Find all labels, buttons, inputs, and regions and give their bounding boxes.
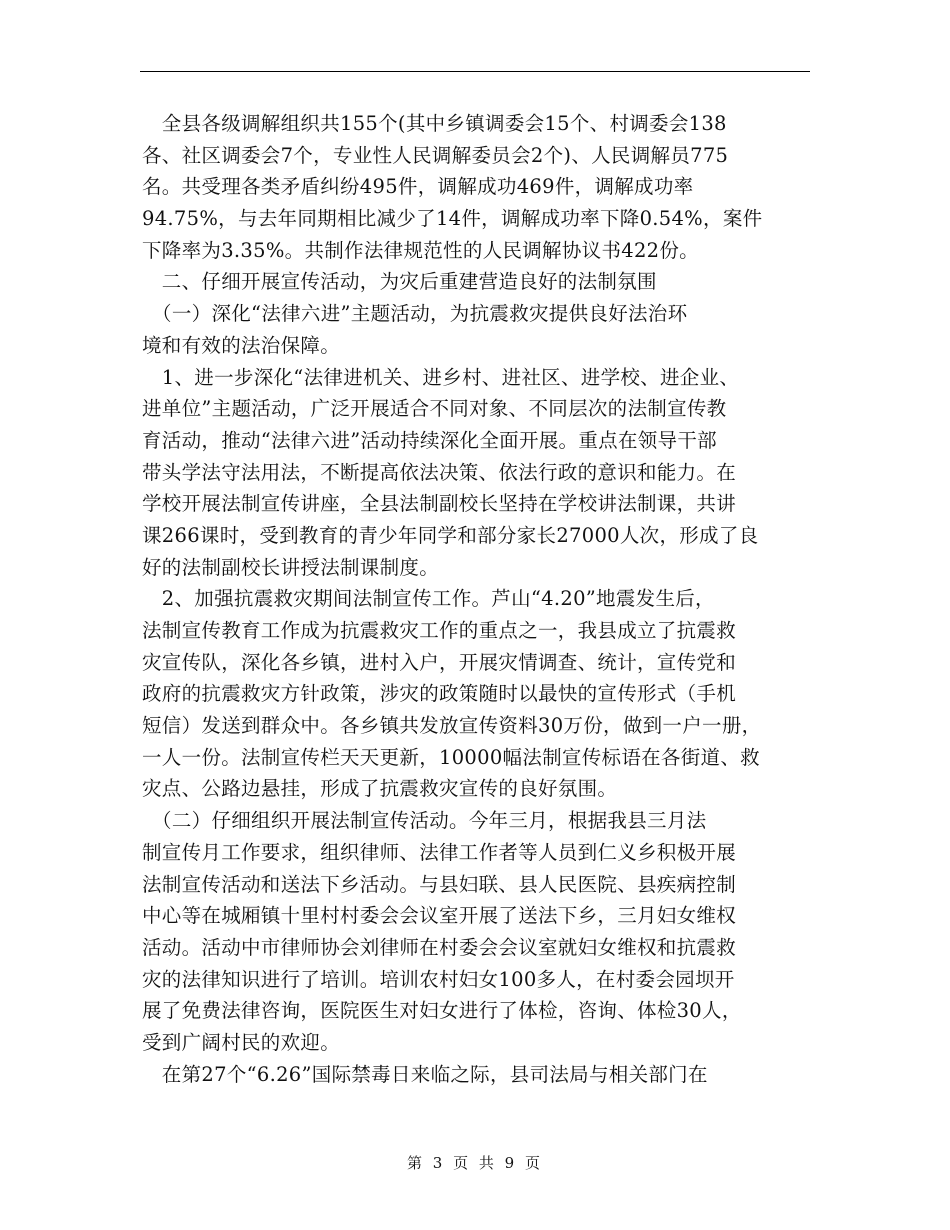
text-line: 94.75%，与去年同期相比减少了14件，调解成功率下降0.54%，案件 [142,207,763,231]
text-line: 境和有效的法治保障。 [142,333,341,357]
text-line: （二）仔细组织开展法制宣传活动。今年三月，根据我县三月法 [142,809,707,833]
text-line: 灾的法律知识进行了培训。培训农村妇女100多人，在村委会园坝开 [142,967,735,991]
text-line: 灾宣传队，深化各乡镇，进村入户，开展灾情调查、统计，宣传党和 [142,650,737,674]
text-line: 制宣传月工作要求，组织律师、法律工作者等人员到仁义乡积极开展 [142,840,737,864]
text-line: 带头学法守法用法，不断提高依法决策、依法行政的意识和能力。在 [142,460,737,484]
text-line: 课266课时，受到教育的青少年同学和部分家长27000人次，形成了良 [142,523,759,547]
text-line: 各、社区调委会7个，专业性人民调解委员会2个)、人民调解员775 [142,143,729,167]
text-line: 进单位”主题活动，广泛开展适合不同对象、不同层次的法制宣传教 [142,397,727,421]
text-line: 育活动，推动“法律六进”活动持续深化全面开展。重点在领导干部 [142,428,717,452]
text-line: 一人一份。法制宣传栏天天更新，10000幅法制宣传标语在各街道、救 [142,745,760,769]
text-line: 学校开展法制宣传讲座，全县法制副校长坚持在学校讲法制课，共讲 [142,492,737,516]
text-line: 在第27个“6.26”国际禁毒日来临之际，县司法局与相关部门在 [142,1062,708,1086]
text-line: （一）深化“法律六进”主题活动，为抗震救灾提供良好法治环 [142,302,688,326]
text-line: 灾点、公路边悬挂，形成了抗震救灾宣传的良好氛围。 [142,777,618,801]
text-line: 展了免费法律咨询，医院医生对妇女进行了体检，咨询、体检30人， [142,999,742,1023]
body-text [142,108,822,1090]
text-line: 中心等在城厢镇十里村村委会会议室开展了送法下乡，三月妇女维权 [142,904,737,928]
text-line: 下降率为3.35%。共制作法律规范性的人民调解协议书422份。 [142,238,699,262]
text-line: 名。共受理各类矛盾纠纷495件，调解成功469件，调解成功率 [142,175,694,199]
text-line: 活动。活动中市律师协会刘律师在村委会会议室就妇女维权和抗震救 [142,935,737,959]
page-number-footer: 第 3 页 共 9 页 [407,1154,543,1172]
text-line: 短信）发送到群众中。各乡镇共发放宣传资料30万份，做到一户一册， [142,714,762,738]
text-line: 好的法制副校长讲授法制课制度。 [142,555,440,579]
text-line: 法制宣传活动和送法下乡活动。与县妇联、县人民医院、县疾病控制 [142,872,737,896]
text-line: 1、进一步深化“法律进机关、进乡村、进社区、进学校、进企业、 [142,365,740,389]
text-line: 法制宣传教育工作成为抗震救灾工作的重点之一，我县成立了抗震救 [142,619,737,642]
text-line: 2、加强抗震救灾期间法制宣传工作。芦山“4.20”地震发生后， [142,587,715,611]
section-heading: 二、仔细开展宣传活动，为灾后重建营造良好的法制氛围 [142,270,657,294]
text-line: 全县各级调解组织共155个(其中乡镇调委会15个、村调委会138 [142,112,727,135]
text-line: 受到广阔村民的欢迎。 [142,1030,341,1054]
text-line: 政府的抗震救灾方针政策，涉灾的政策随时以最快的宣传形式（手机 [142,682,737,706]
header-rule [140,71,810,72]
